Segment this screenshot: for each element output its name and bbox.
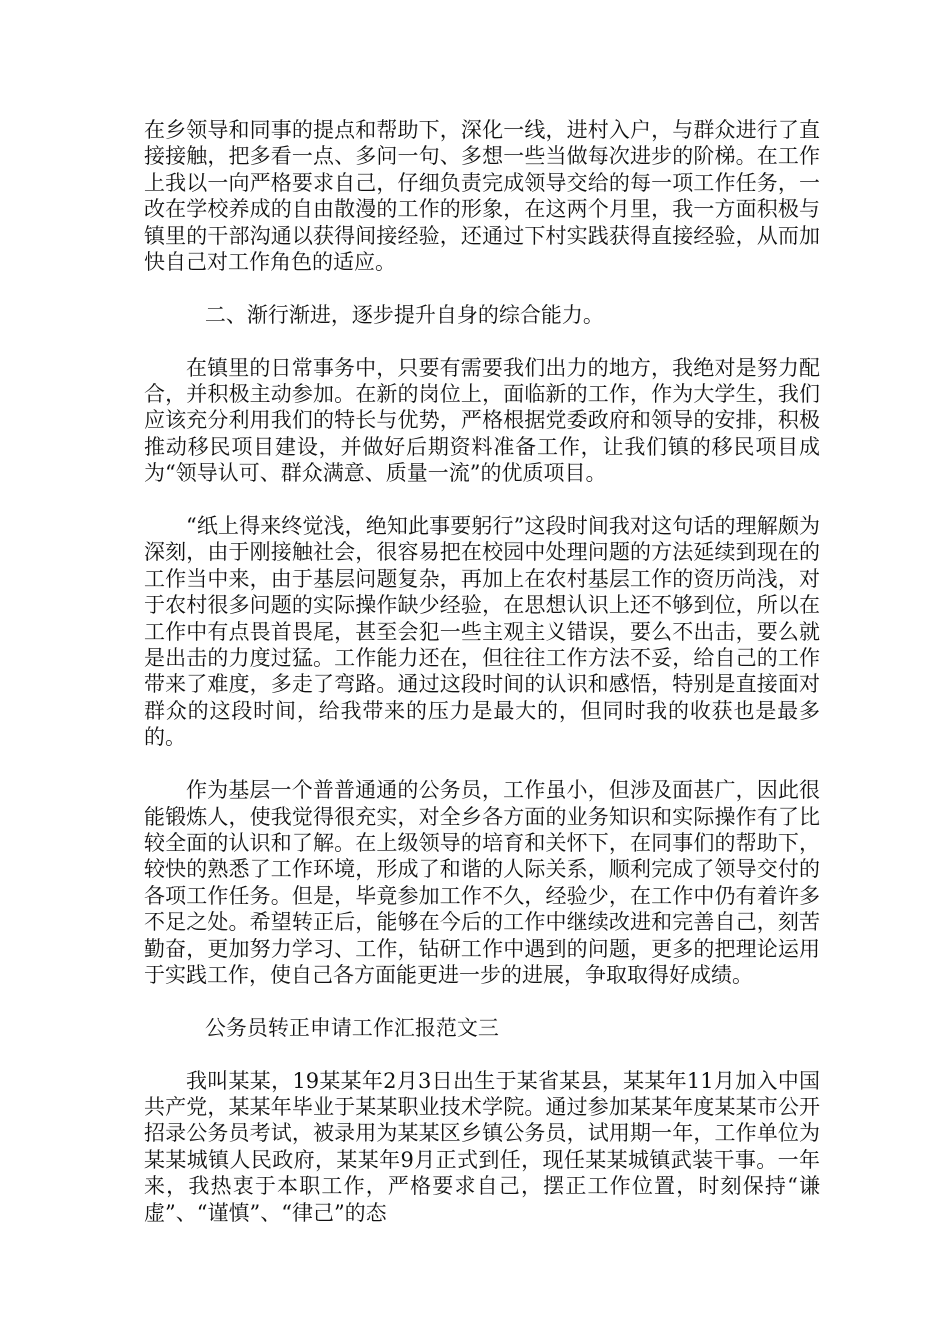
paragraph-grassroots-work: 作为基层一个普普通通的公务员，工作虽小，但涉及面甚广，因此很能锻炼人，使我觉得很充实，对全乡各方面的业务知识和实际操作有了比较全面的认识和了解。在上级领导的培育和关怀下，在同事们的帮助下，较快的熟悉了工作环境，形成了和谐的人际关系，顺利完成了领导交付的各项工作任务。但是，毕竟参加工作不久，经验少，在工作中仍有着许多不足之处。希望转正后，能够在今后的工作中继续改进和完善自己，刻苦勤奋，更加努力学习、工作，钻研工作中遇到的问题，更多的把理论运用于实践工作，使自己各方面能更进一步的进展，争取取得好成绩。 <box>144 778 820 987</box>
paragraph-paper-knowledge: “纸上得来终觉浅，绝知此事要躬行”这段时间我对这句话的理解颇为深刻，由于刚接触社会，很容易把在校园中处理问题的方法延续到现在的工作当中来，由于基层问题复杂，再加上在农村基层工作的资历尚浅，对于农村很多问题的实际操作缺少经验，在思想认识上还不够到位，所以在工作中有点畏首畏尾，甚至会犯一些主观主义错误，要么不出击，要么就是出击的力度过猛。工作能力还在，但往往工作方法不妥，给自己的工作带来了难度，多走了弯路。通过这段时间的认识和感悟，特别是直接面对群众的这段时间，给我带来的压力是最大的，但同时我的收获也是最多的。 <box>144 514 820 750</box>
section-heading-gradual-progress: 二、渐行渐进，逐步提升自身的综合能力。 <box>204 302 604 327</box>
paragraph-self-introduction: 我叫某某，19某某年2月3日出生于某省某县，某某年11月加入中国共产党，某某年毕业于某某职业技术学院。通过参加某某年度某某市公开招录公务员考试，被录用为某某区乡镇公务员，试用期一年，工作单位为某某城镇人民政府，某某年9月正式到任，现任某某城镇武装干事。一年来，我热衷于本职工作，严格要求自己，摆正工作位置，时刻保持“谦虚”、“谨慎”、“律己”的态 <box>144 1068 820 1225</box>
template-three-title: 公务员转正申请工作汇报范文三 <box>204 1015 499 1040</box>
paragraph-continuation: 在乡领导和同事的提点和帮助下，深化一线，进村入户，与群众进行了直接接触，把多看一点、多问一句、多想一些当做每次进步的阶梯。在工作上我以一向严格要求自己，仔细负责完成领导交给的每一项工作任务，一改在学校养成的自由散漫的工作的形象，在这两个月里，我一方面积极与镇里的干部沟通以获得间接经验，还通过下村实践获得直接经验，从而加快自己对工作角色的适应。 <box>144 118 820 275</box>
document-page <box>144 117 820 1252</box>
paragraph-town-affairs: 在镇里的日常事务中，只要有需要我们出力的地方，我绝对是努力配合，并积极主动参加。在新的岗位上，面临新的工作，作为大学生，我们应该充分利用我们的特长与优势，严格根据党委政府和领导的安排，积极推动移民项目建设，并做好后期资料准备工作，让我们镇的移民项目成为“领导认可、群众满意、质量一流”的优质项目。 <box>144 355 820 486</box>
